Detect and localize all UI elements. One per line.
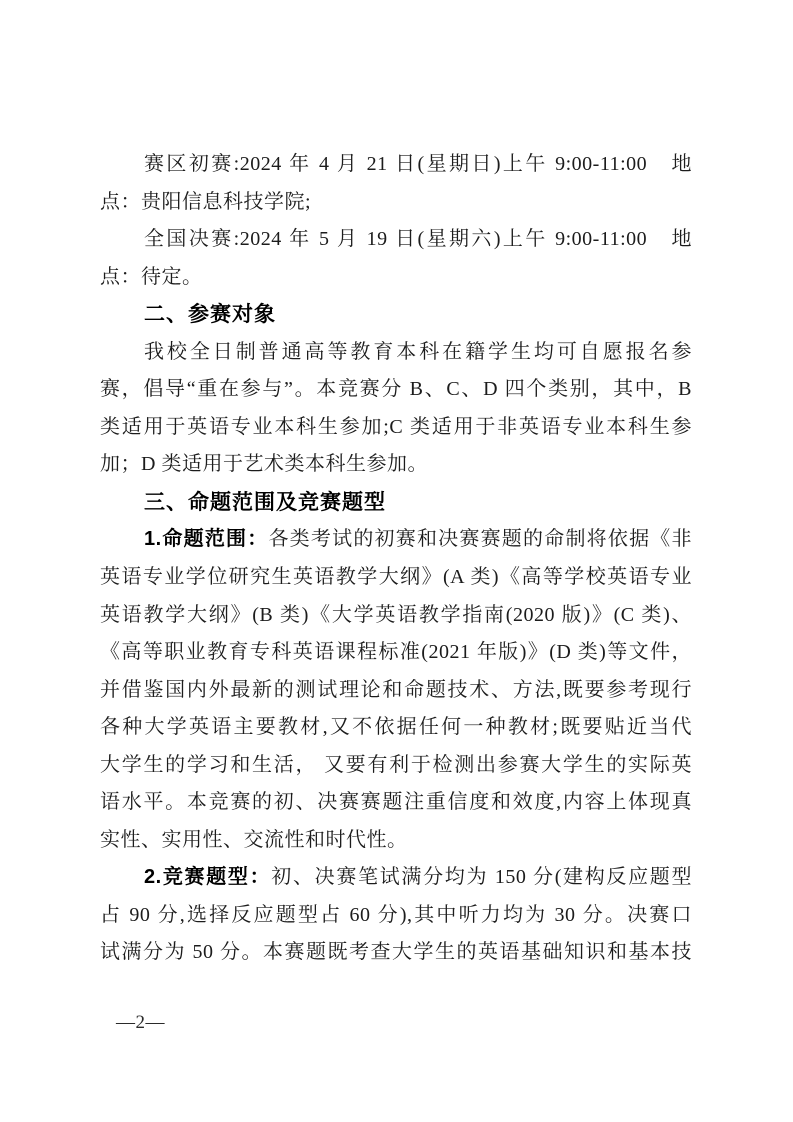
line-text: 占 90 分,选择反应题型占 60 分),其中听力均为 30 分。决赛口 bbox=[100, 903, 692, 926]
bold-prefix: 1.命题范围： bbox=[144, 528, 269, 551]
line-text: 大学生的学习和生活， 又要有利于检测出参赛大学生的实际英 bbox=[100, 753, 692, 776]
line-text: 三、命题范围及竞赛题型 bbox=[144, 490, 386, 514]
line-text: 《高等职业教育专科英语课程标准(2021 年版)》(D 类)等文件， bbox=[100, 641, 692, 664]
document-body bbox=[100, 146, 692, 972]
line-text: 并借鉴国内外最新的测试理论和命题技术、方法,既要参考现行 bbox=[100, 678, 692, 701]
text-line bbox=[100, 634, 692, 672]
line-text: 全国决赛:2024 年 5 月 19 日(星期六)上午 9:00-11:00 地 bbox=[144, 228, 692, 251]
line-text: 二、参赛对象 bbox=[144, 303, 276, 327]
line-text: 初、决赛笔试满分均为 150 分(建构反应题型 bbox=[271, 866, 692, 889]
text-line bbox=[100, 521, 692, 559]
text-line bbox=[100, 597, 692, 635]
line-text: 各类考试的初赛和决赛赛题的命制将依据《非 bbox=[268, 528, 693, 551]
section-heading bbox=[100, 484, 692, 522]
text-line bbox=[100, 334, 692, 372]
line-text: 试满分为 50 分。本赛题既考查大学生的英语基础知识和基本技 bbox=[100, 941, 692, 964]
section-heading bbox=[100, 296, 692, 334]
text-line bbox=[100, 371, 692, 409]
line-text: 赛，倡导“重在参与”。本竞赛分 B、C、D 四个类别，其中，B bbox=[100, 378, 692, 401]
line-text: 语水平。本竞赛的初、决赛赛题注重信度和效度,内容上体现真 bbox=[100, 791, 692, 814]
line-text: 英语教学大纲》(B 类)《大学英语教学指南(2020 版)》(C 类)、 bbox=[100, 603, 692, 626]
line-text: 赛区初赛:2024 年 4 月 21 日(星期日)上午 9:00-11:00 地 bbox=[144, 153, 692, 175]
text-line bbox=[100, 709, 692, 747]
text-line bbox=[100, 672, 692, 710]
line-text: 英语专业学位研究生英语教学大纲》(A 类)《高等学校英语专业 bbox=[100, 566, 692, 589]
line-text: 实性、实用性、交流性和时代性。 bbox=[100, 828, 408, 851]
line-text: 加；D 类适用于艺术类本科生参加。 bbox=[100, 453, 428, 476]
text-line bbox=[100, 559, 692, 597]
text-line bbox=[100, 409, 692, 447]
text-line bbox=[100, 259, 692, 297]
line-text: 点：待定。 bbox=[100, 265, 203, 288]
page-number: —2— bbox=[116, 1012, 165, 1033]
text-line bbox=[100, 859, 692, 897]
text-line bbox=[100, 822, 692, 860]
text-line bbox=[100, 784, 692, 822]
text-line bbox=[100, 184, 692, 222]
line-text: 点：贵阳信息科技学院; bbox=[100, 190, 312, 213]
text-line bbox=[100, 221, 692, 259]
line-text: 我校全日制普通高等教育本科在籍学生均可自愿报名参 bbox=[144, 340, 692, 363]
bold-prefix: 2.竞赛题型： bbox=[144, 866, 272, 889]
line-text: 类适用于英语专业本科生参加;C 类适用于非英语专业本科生参 bbox=[100, 415, 692, 438]
line-text: 各种大学英语主要教材,又不依据任何一种教材;既要贴近当代 bbox=[100, 716, 692, 739]
text-line bbox=[100, 146, 692, 184]
text-line bbox=[100, 747, 692, 785]
text-line bbox=[100, 897, 692, 935]
text-line bbox=[100, 934, 692, 972]
text-line bbox=[100, 446, 692, 484]
